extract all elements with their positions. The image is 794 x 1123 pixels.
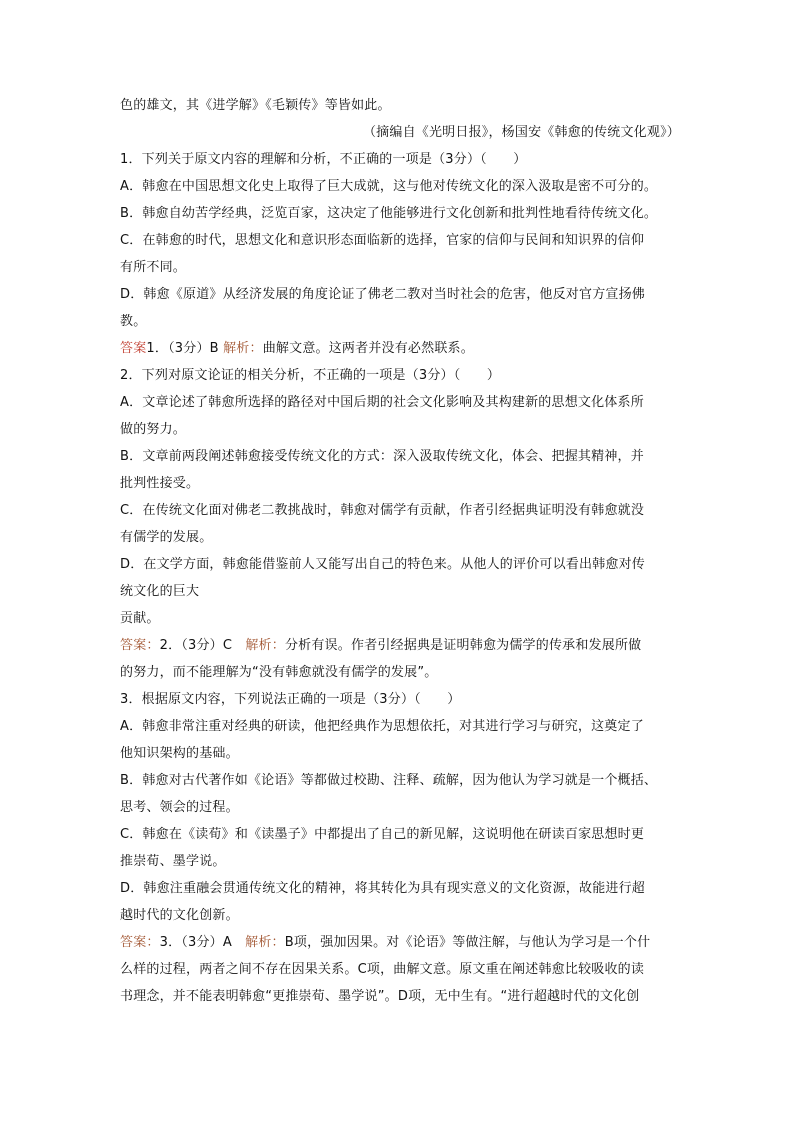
answer-number: 1．（3分）B bbox=[146, 341, 224, 356]
answer-label: 答案： bbox=[120, 935, 160, 950]
analysis-label: 解析： bbox=[245, 638, 285, 653]
q2-option-d-cont: 统文化的巨大 bbox=[120, 584, 200, 599]
q3-option-a: A．韩愈非常注重对经典的研读，他把经典作为思想依托，对其进行学习与研究，这奠定了 bbox=[120, 719, 644, 734]
q2-option-c: C．在传统文化面对佛老二教挑战时，韩愈对儒学有贡献，作者引经据典证明没有韩愈就没 bbox=[120, 503, 645, 518]
q3-option-d-cont: 越时代的文化创新。 bbox=[120, 908, 239, 923]
analysis-label: 解析： bbox=[245, 935, 285, 950]
q1-stem: 1．下列关于原文内容的理解和分析，不正确的一项是（3分）（ ） bbox=[120, 152, 527, 167]
q3-option-d: D．韩愈注重融会贯通传统文化的精神，将其转化为具有现实意义的文化资源，故能进行超 bbox=[120, 881, 646, 896]
q2-option-b-cont: 批判性接受。 bbox=[120, 476, 200, 491]
q1-answer bbox=[120, 335, 680, 362]
q2-stem: 2．下列对原文论证的相关分析，不正确的一项是（3分）（ ） bbox=[120, 368, 501, 383]
q1-option-c-cont: 有所不同。 bbox=[120, 260, 187, 275]
intro-line: 色的雄文，其《进学解》《毛颖传》等皆如此。 bbox=[120, 98, 391, 113]
analysis-label: 解析： bbox=[223, 341, 263, 356]
analysis-text: 分析有误。作者引经据典是证明韩愈为儒学的传承和发展所做 bbox=[284, 638, 642, 653]
q2-option-c-cont: 有儒学的发展。 bbox=[120, 530, 213, 545]
answer-number: 3．（3分）A bbox=[159, 935, 246, 950]
q3-option-c: C．韩愈在《读荀》和《读墨子》中都提出了自己的新见解，这说明他在研读百家思想时更 bbox=[120, 827, 645, 842]
q3-option-c-cont: 推崇荀、墨学说。 bbox=[120, 854, 226, 869]
q2-answer bbox=[120, 632, 680, 659]
q2-option-a: A．文章论述了韩愈所选择的路径对中国后期的社会文化影响及其构建新的思想文化体系所 bbox=[120, 395, 644, 410]
answer-label: 答案 bbox=[120, 341, 147, 356]
q2-option-d: D．在文学方面，韩愈能借鉴前人又能写出自己的特色来。从他人的评价可以看出韩愈对传 bbox=[120, 557, 646, 572]
q3-analysis-cont: 么样的过程，两者之间不存在因果关系。C项，曲解文意。原文重在阐述韩愈比较吸收的读 bbox=[120, 962, 645, 977]
q3-option-a-cont: 他知识架构的基础。 bbox=[120, 746, 239, 761]
answer-number: 2．（3分）C bbox=[159, 638, 246, 653]
source-citation: （摘编自《光明日报》，杨国安《韩愈的传统文化观》） bbox=[362, 125, 680, 140]
q3-answer bbox=[120, 929, 680, 956]
document-page bbox=[120, 92, 680, 1010]
q2-option-a-cont: 做的努力。 bbox=[120, 422, 187, 437]
q2-analysis-cont: 的努力，而不能理解为“没有韩愈就没有儒学的发展”。 bbox=[120, 665, 438, 680]
q1-option-a: A．韩愈在中国思想文化史上取得了巨大成就，这与他对传统文化的深入汲取是密不可分的。 bbox=[120, 179, 658, 194]
answer-label: 答案： bbox=[120, 638, 160, 653]
q3-analysis-cont2: 书理念，并不能表明韩愈“更推崇荀、墨学说”。D项，无中生有。“进行超越时代的文化创 bbox=[120, 989, 640, 1004]
q1-option-d: D．韩愈《原道》从经济发展的角度论证了佛老二教对当时社会的危害，他反对官方宣扬佛 bbox=[120, 287, 646, 302]
q3-stem: 3．根据原文内容，下列说法正确的一项是（3分）（ ） bbox=[120, 692, 461, 707]
q1-option-b: B．韩愈自幼苦学经典，泛览百家，这决定了他能够进行文化创新和批判性地看待传统文化。 bbox=[120, 206, 658, 221]
q2-option-d-cont2: 贡献。 bbox=[120, 611, 160, 626]
q1-option-d-cont: 教。 bbox=[120, 314, 147, 329]
q3-option-b-cont: 思考、领会的过程。 bbox=[120, 800, 239, 815]
analysis-text: B项，强加因果。对《论语》等做注解，与他认为学习是一个什 bbox=[284, 935, 651, 950]
analysis-text: 曲解文意。这两者并没有必然联系。 bbox=[262, 341, 474, 356]
q1-option-c: C．在韩愈的时代，思想文化和意识形态面临新的选择，官家的信仰与民间和知识界的信仰 bbox=[120, 233, 645, 248]
q3-option-b: B．韩愈对古代著作如《论语》等都做过校勘、注释、疏解，因为他认为学习就是一个概括、 bbox=[120, 773, 658, 788]
q2-option-b: B．文章前两段阐述韩愈接受传统文化的方式：深入汲取传统文化，体会、把握其精神，并 bbox=[120, 449, 644, 464]
